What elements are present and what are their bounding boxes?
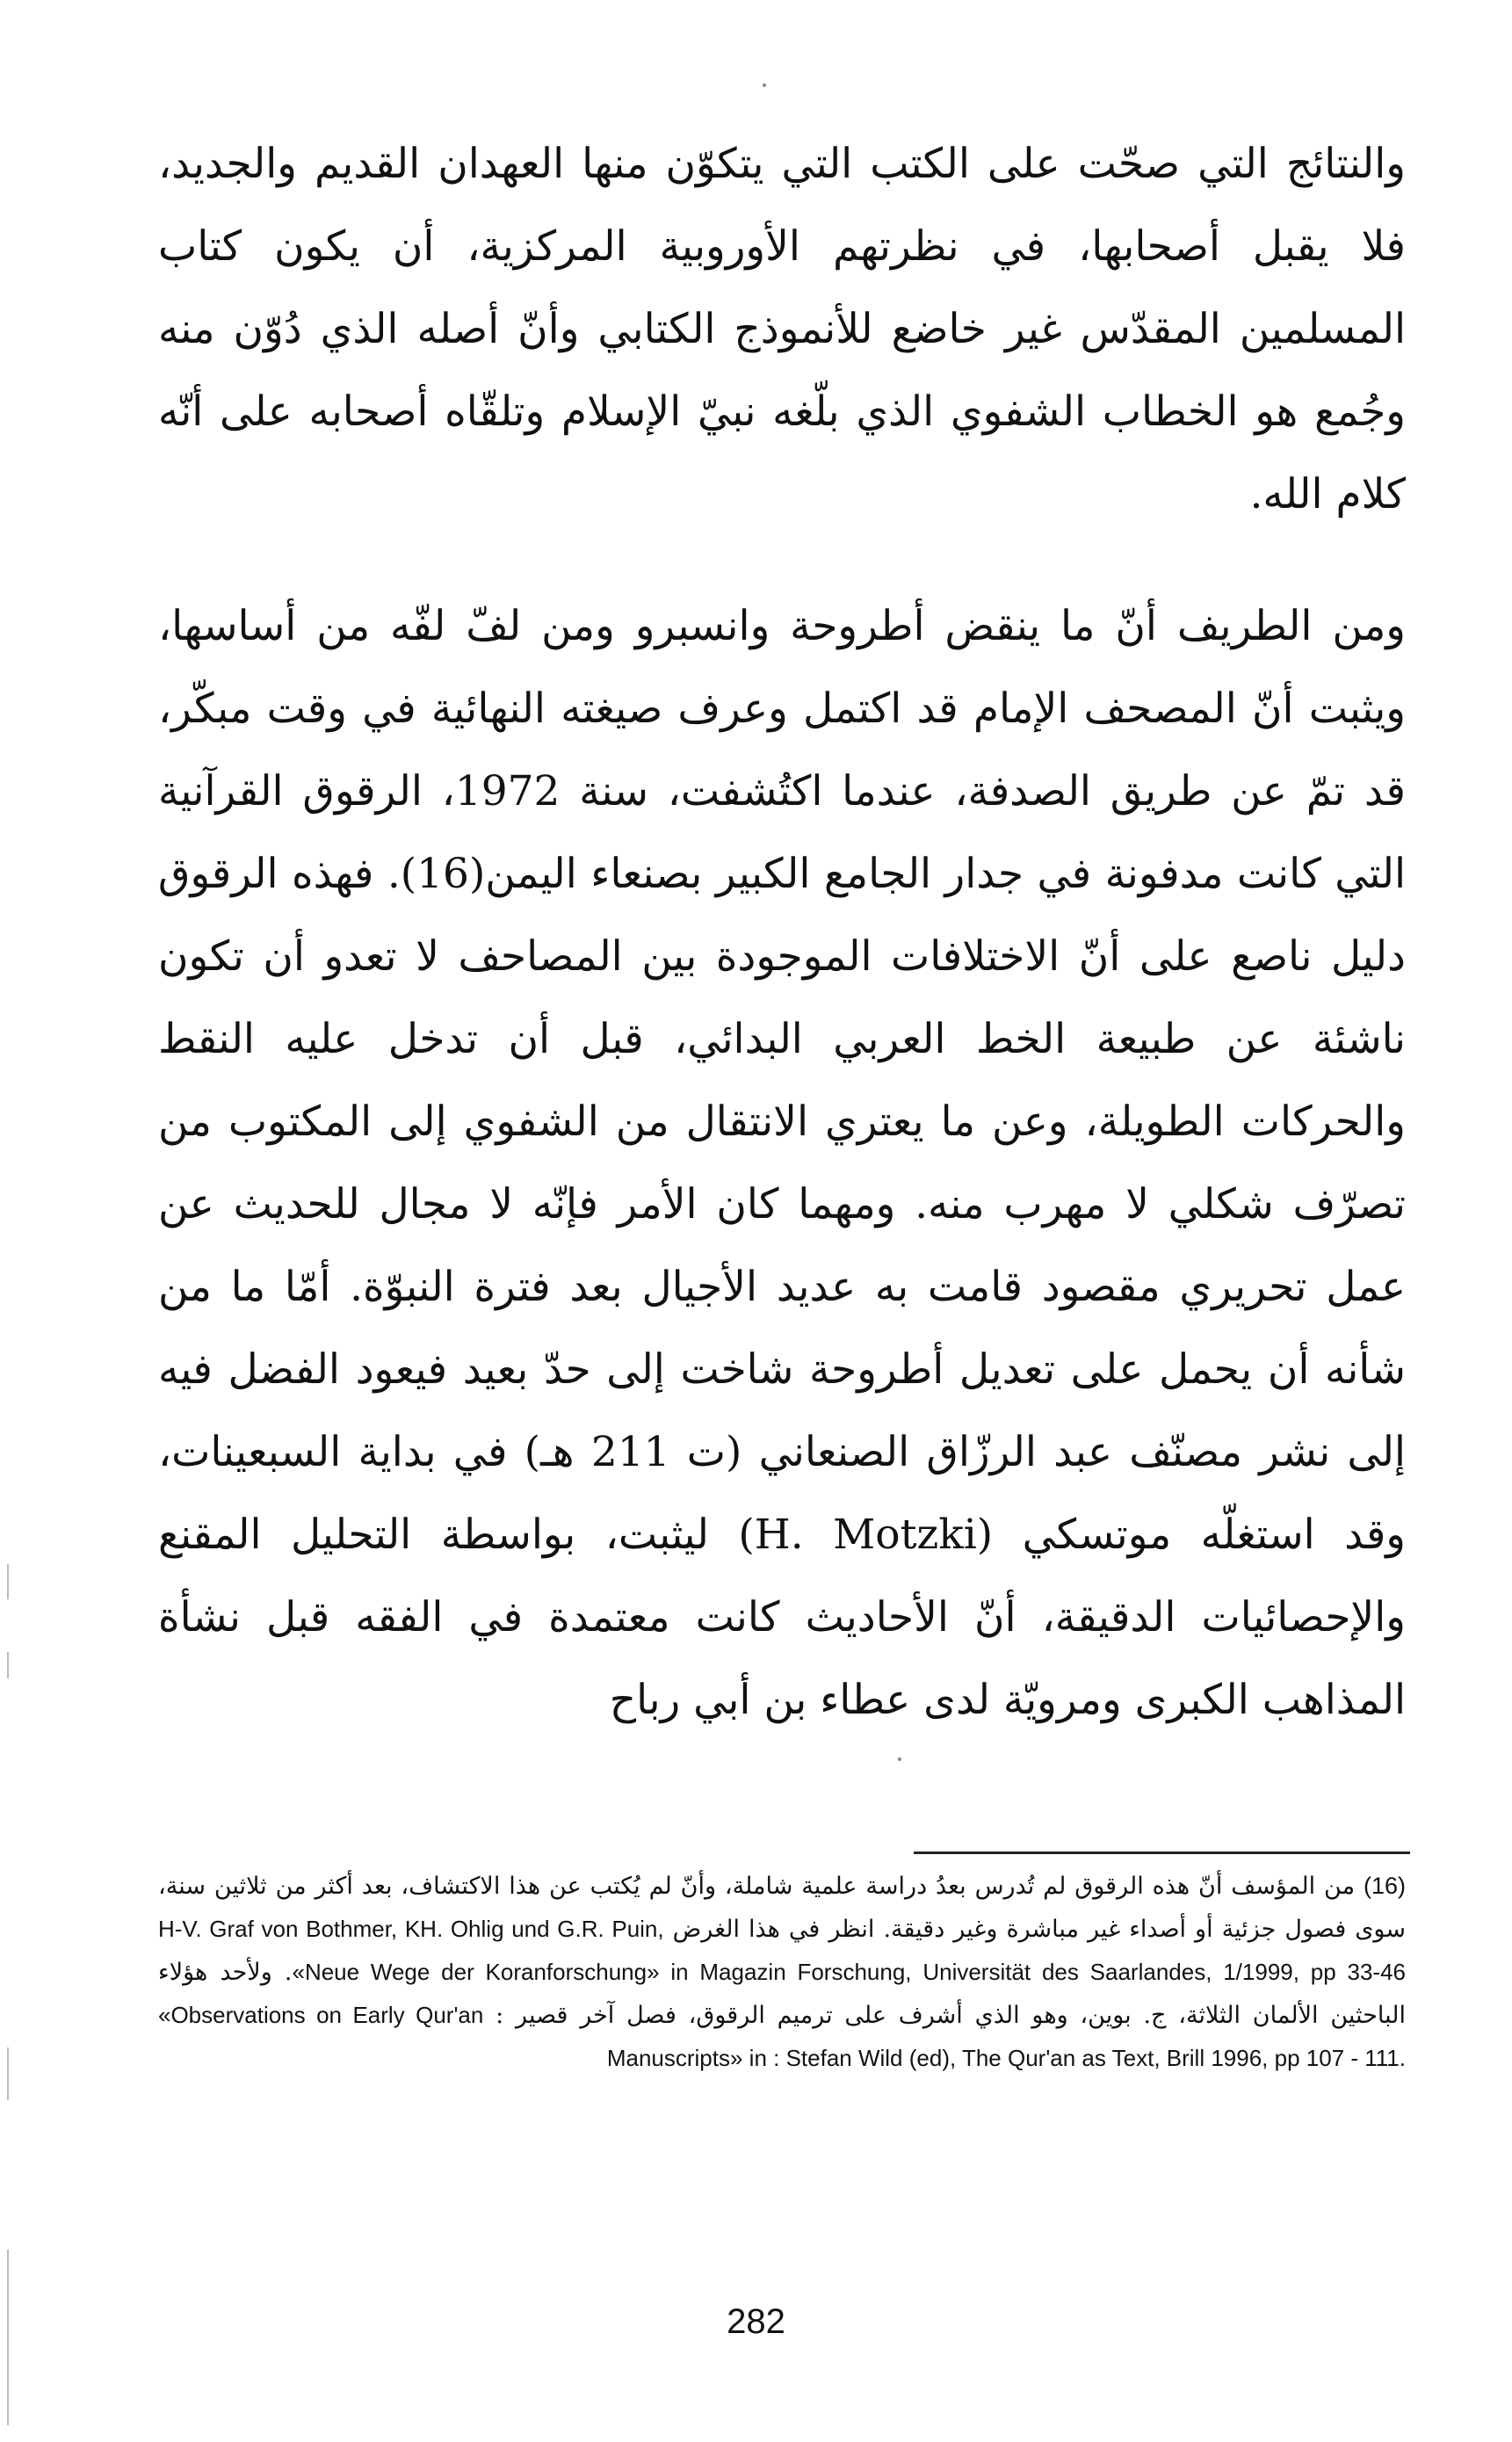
footnote-reference-2: «Observations on Early Qur'an Manuscripts» in : Stefan Wild (ed), The Qur'an as Text, Brill 1996, pp 107 - 111. xyxy=(158,2002,1406,2071)
scan-margin-mark xyxy=(7,1652,9,1678)
scan-margin-mark xyxy=(7,1564,9,1599)
page-number: 282 xyxy=(727,2302,785,2341)
footnote-16 xyxy=(158,1865,1406,2080)
scan-margin-mark xyxy=(7,2047,9,2100)
footnote-number: (16) xyxy=(1363,1873,1406,1899)
scan-margin-mark xyxy=(7,2250,9,2425)
paragraph-2: ومن الطريف أنّ ما ينقض أطروحة وانسبرو ومن لفّ لفّه من أساسها، ويثبت أنّ المصحف الإمام قد اكتمل وعرف صيغته النهائية في وقت مبكّر، قد تمّ عن طريق الصدفة، عندما اكتُشفت، سنة 1972، الرقوق القرآنية التي كانت مدفونة في جدار الجامع الكبير بصنعاء اليمن(16). فهذه الرقوق دليل ناصع على أنّ الاختلافات الموجودة بين المصاحف لا تعدو أن تكون ناشئة عن طبيعة الخط العربي البدائي، قبل أن تدخل عليه النقط والحركات الطويلة، وعن ما يعتري الانتقال من الشفوي إلى المكتوب من تصرّف شكلي لا مهرب منه. ومهما كان الأمر فإنّه لا مجال للحديث عن عمل تحريري مقصود قامت به عديد الأجيال بعد فترة النبوّة. أمّا ما من شأنه أن يحمل على تعديل أطروحة شاخت إلى حدّ بعيد فيعود الفضل فيه إلى نشر مصنّف عبد الرزّاق الصنعاني (ت 211 هـ) في بداية السبعينات، وقد استغلّه موتسكي (H. Motzki) ليثبت، بواسطة التحليل المقنع والإحصائيات الدقيقة، أنّ الأحاديث كانت معتمدة في الفقه قبل نشأة المذاهب الكبرى ومرويّة لدى عطاء بن أبي رباح xyxy=(158,602,1406,1724)
footnote-reference-1: H-V. Graf von Bothmer, KH. Ohlig und G.R. Puin, «Neue Wege der Koranforschung» in Magazin Forschung, Universität des Saarlandes, 1/1999, pp 33-46 xyxy=(158,1916,1406,1985)
scan-speck xyxy=(898,1757,901,1761)
footnote-separator xyxy=(914,1851,1410,1854)
scan-speck xyxy=(763,83,766,87)
paragraph-1: والنتائج التي صحّت على الكتب التي يتكوّن منها العهدان القديم والجديد، فلا يقبل أصحابها، في نظرتهم الأوروبية المركزية، أن يكون كتاب المسلمين المقدّس غير خاضع للأنموذج الكتابي وأنّ أصله الذي دُوّن منه وجُمع هو الخطاب الشفوي الذي بلّغه نبيّ الإسلام وتلقّاه أصحابه على أنّه كلام الله. xyxy=(158,140,1406,518)
footnote-text-arabic-2: . ولأحد هؤلاء الباحثين الألمان الثلاثة، ج. بوين، وهو الذي أشرف على ترميم الرقوق، فصل آخر قصير : xyxy=(158,1959,1406,2029)
footnote-text-arabic-1: من المؤسف أنّ هذه الرقوق لم تُدرس بعدُ دراسة علمية شاملة، وأنّ لم يُكتب عن هذا الاكتشاف، بعد أكثر من ثلاثين سنة، سوى فصول جزئية أو أصداء غير مباشرة وغير دقيقة. انظر في هذا الغرض xyxy=(158,1873,1406,1943)
